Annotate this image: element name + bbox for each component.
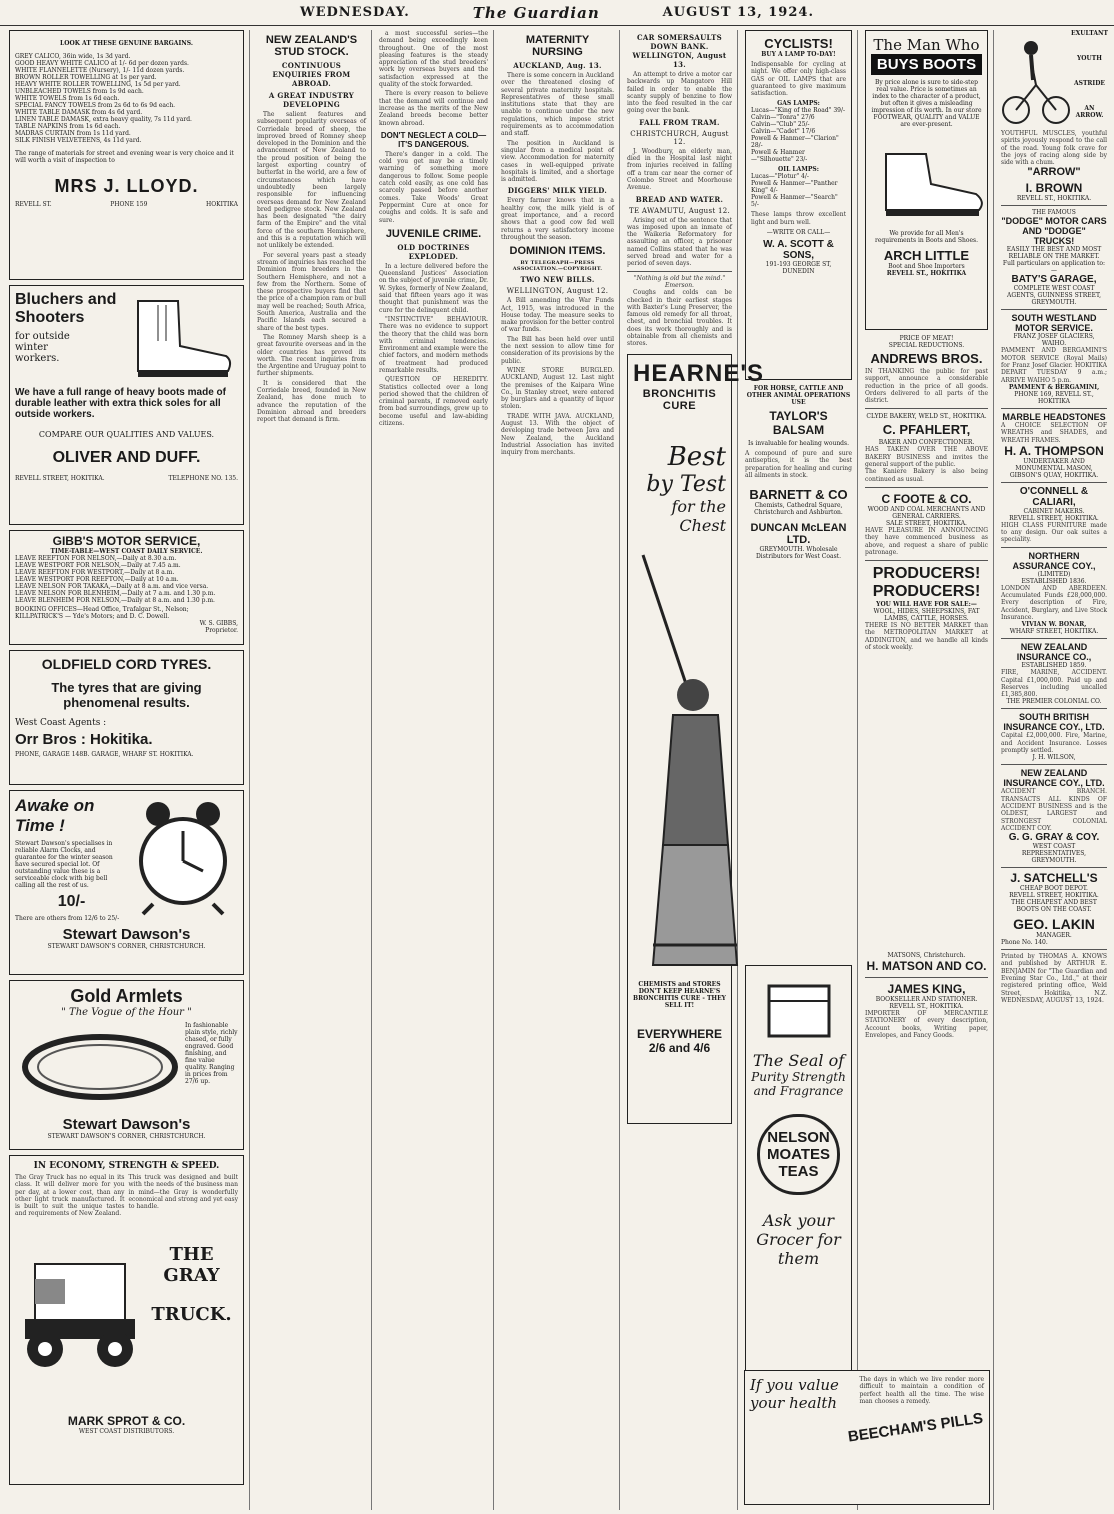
satchell-addr: REVELL STREET, HOKITIKA.: [1009, 892, 1099, 900]
ad-oconnell: [1001, 486, 1107, 544]
boots-title-2: BUYS BOOTS: [871, 54, 982, 75]
article-body: [379, 263, 488, 428]
northern-est: ESTABLISHED 1836.: [1021, 577, 1087, 585]
knight-illustration-icon: [633, 545, 737, 975]
king-body: IMPORTER OF MERCANTILE STATIONERY of every description, Account books, Writing paper, Envelopes, and Fancy Goods.: [865, 1010, 988, 1040]
tea-chest-icon: [759, 981, 839, 1041]
column-8: [996, 30, 1112, 1510]
seal-ask-1: Ask your: [762, 1211, 835, 1230]
oliver-sub: for outside winter workers.: [15, 331, 70, 364]
article-headline: DON'T NEGLECT A COLD—IT'S DANGEROUS.: [380, 130, 487, 149]
boots-name-sub: Boot and Shoe Importers: [888, 263, 965, 270]
awake-title-1: Awake on: [15, 796, 95, 815]
balsam-dist: DUNCAN McLEAN LTD.: [750, 522, 847, 547]
balsam-dist-sub: GREYMOUTH. Wholesale Distributors for West Coast.: [755, 546, 841, 561]
oliver-compare: COMPARE OUR QUALITIES AND VALUES.: [38, 430, 215, 439]
satchell-name: J. SATCHELL'S: [1010, 871, 1098, 886]
ad-arrow-cycles: [1001, 30, 1107, 202]
northern-name: NORTHERN ASSURANCE COY.,: [1012, 550, 1096, 571]
list-item: Powell & Hanmer—"Silhouette" 23/-: [751, 149, 808, 164]
balsam-seller: BARNETT & CO: [749, 487, 848, 503]
seal-title-2: Purity Strength: [751, 1070, 846, 1084]
list-item: SPECIAL FANCY TOWELS from 2s 6d to 6s 9d each.: [15, 102, 176, 109]
article-dateline: AUCKLAND, Aug. 13.: [513, 61, 602, 70]
gray-body-2: This truck was designed and built with the needs of the business man in mind—the Gray is wonderfully economical and strong and yet easy to handle.: [128, 1174, 238, 1211]
oliver-address: REVELL STREET, HOKITIKA.: [15, 475, 105, 482]
list-item: Powell & Hanmer—"Search" 5/-: [751, 194, 838, 209]
shoe-icon: [871, 134, 991, 224]
balsam-for: FOR HORSE, CATTLE AND OTHER ANIMAL OPERATIONS USE: [746, 385, 851, 406]
alarm-clock-icon: [128, 796, 238, 916]
awake-price: 10/-: [57, 893, 86, 910]
ad-satchell: [1001, 871, 1107, 946]
list-item: WHITE TOWELS from 1s 6d each.: [15, 95, 120, 102]
seal-title-1: The Seal of: [752, 1051, 845, 1070]
cyclists-write: —WRITE OR CALL—: [766, 229, 831, 237]
lloyd-name: MRS J. LLOYD.: [54, 176, 199, 196]
list-item: Calvin—"Tonra" 27/6: [751, 114, 815, 122]
sw-name: PAMMENT & BERGAMINI,: [1008, 383, 1100, 391]
oliver-body: We have a full range of heavy boots made of durable leather with extra thick soles for all outside workers.: [15, 387, 226, 420]
cyclists-title: CYCLISTS!: [764, 36, 833, 51]
column-5: [622, 30, 765, 1510]
northern-agent-addr: WHARF STREET, HOKITIKA.: [1009, 628, 1099, 636]
ad-oldfield-tyres: [9, 650, 244, 785]
paragraph: The salient features and subsequent popularity overseas of Corriedale breed of sheep, the improved breed of Romney sheep developed in the Dominion and the advancement of New Zealand to the proud position of being the largest exporting country of butterfat in the world, are a few of circumstances which have undoubtedly been largely responsible for influencing overseas demand for New Zealand bred pedigree stock. New Zealand has been designated "the dairy farm of the Empire" and the vital force of the southern Hemisphere, and this is a reputation which will not unlikely be extended.: [257, 111, 366, 250]
armlets-body: In fashionable plain style, richly chased, or fully engraved. Good finishing, and fine value quality. Ranging in prices from 27/6 up.: [185, 1022, 238, 1085]
oconnell-role: CABINET MAKERS.: [1023, 507, 1085, 515]
list-item: LEAVE BLENHEIM FOR NELSON,—Daily at 8 a.m. and 1.30 p.m.: [15, 597, 215, 604]
cyclists-sub: BUY A LAMP TO-DAY!: [761, 51, 836, 58]
list-item: LEAVE REEFTON FOR WESTPORT,—Daily at 8 a.m.: [15, 569, 175, 576]
list-item: Powell & Hanmer—"Panther King" 4/-: [751, 180, 838, 195]
article-subhead: A GREAT INDUSTRY DEVELOPING: [268, 91, 355, 109]
cyclists-name: W. A. SCOTT & SONS,: [763, 239, 834, 262]
seal-title-3: and Fragrance: [753, 1084, 844, 1098]
nzins-est: ESTABLISHED 1859.: [1021, 662, 1087, 670]
gray-dealer-sub: WEST COAST DISTRIBUTORS.: [78, 1427, 175, 1435]
seal-brand-2: MOATES: [766, 1146, 831, 1163]
ad-nz-insurance-2: [1001, 768, 1107, 864]
article-body: [501, 197, 614, 241]
armlets-addr: STEWART DAWSON'S CORNER, CHRISTCHURCH.: [47, 1133, 206, 1140]
article-headline: DOMINION ITEMS.: [509, 245, 606, 258]
beecham-title-1: If you value: [750, 1376, 839, 1394]
balsam-name: TAYLOR'S BALSAM: [769, 409, 828, 437]
hearnes-best-3: for the Chest: [671, 496, 726, 535]
article-headline: JUVENILE CRIME.: [385, 227, 482, 240]
ad-andrews-bros: [865, 335, 988, 404]
northern-agent: VIVIAN W. BONAR,: [1021, 621, 1087, 629]
oconnell-name: O'CONNELL & CALIARI,: [1019, 485, 1089, 508]
producers-sub-2: MATSONS, Christchurch.: [887, 952, 966, 960]
dodge-name: BATY'S GARAGE,: [1011, 274, 1097, 286]
boots-body: By price alone is sure to side-step real value. Price is sometimes an index to the character of a product, but often it gives a misleading impression of its worth. In our store FOOTWEAR, QUALITY and VALUE are ever-present.: [871, 79, 982, 128]
masthead: [0, 0, 1114, 26]
article-body: [627, 289, 732, 347]
meat-name: ANDREWS BROS.: [870, 351, 983, 366]
pfahlert-note: The Kaniere Bakery is also being continued as usual.: [865, 468, 988, 483]
column-3: [374, 30, 494, 1510]
gibbs-owner: W. S. GIBBS,: [199, 620, 238, 627]
arrow-brand: "ARROW": [1027, 166, 1081, 179]
paragraph: It is considered that the Corriedale breed, founded in New Zealand, has done much to advance the reputation of the Dominion abroad and breeders report that demand is firm.: [257, 379, 366, 424]
satchell-note: THE CHEAPEST AND BEST BOOTS ON THE COAST.: [1011, 899, 1097, 914]
seal-ask-2: Grocer for: [756, 1230, 841, 1249]
meat-title: PRICE OF MEAT!: [899, 335, 954, 342]
nzi2-body: ACCIDENT BRANCH. TRANSACTS ALL KINDS OF ACCIDENT BUSINESS and is the OLDEST, LARGEST and STRONGEST COLONIAL ACCIDENT COY.: [1001, 788, 1107, 832]
awake-body: Stewart Dawson's specialises in reliable Alarm Clocks, and guarantee for the winter season have secured special lot. Of outstanding value these is a serviceable clock with big bell calling all the rest of us.: [15, 840, 113, 889]
boots-title-1: The Man Who: [873, 36, 980, 54]
article-subhead: BY TELEGRAPH—PRESS ASSOCIATION.—COPYRIGHT.: [512, 260, 603, 273]
list-item: GOOD HEAVY WHITE CALICO at 1/- 6d per dozen yards.: [15, 60, 189, 67]
list-item: LEAVE WESTPORT FOR NELSON,—Daily at 7.45 a.m.: [15, 562, 181, 569]
oliver-name: OLIVER AND DUFF.: [52, 449, 201, 466]
paragraph: Every farmer knows that in a healthy cow, the milk yield is of great importance, and a record shows that a good cow fed well returns a very satisfactory income throughout the season.: [501, 197, 614, 241]
paragraph: For several years past a steady stream of inquiries has reached the Dominion from breeders in the Southern Hemisphere, and not a few from the Northern. Some of these prospective buyers find that the price of a champion ram or bull may well be reached; South Africa, South America, Australia and the Pacific Islands each secured a share of the best types.: [257, 251, 366, 332]
beecham-body: The days in which we live render more difficult to maintain a condition of perfect health all the time. The wise man chooses a remedy.: [859, 1376, 984, 1405]
lloyd-phone: PHONE 159: [110, 201, 148, 208]
hearnes-best-2: by Test: [646, 471, 726, 497]
balsam-body: A compound of pure and sure antiseptics, it is the best preparation for healing and curing all ailments in stock.: [745, 450, 852, 479]
lakin-role: MANAGER.: [1036, 932, 1072, 940]
paragraph: There's danger in a cold. The cold you get may be a timely warning of something more dangerous to follow. Some people catch cold easily, as one cold has scarcely passed before another comes. Take Woods' Great Peppermint Cure at once for coughs and colds. It is safe and sure.: [379, 150, 488, 224]
paragraph: QUESTION OF HEREDITY. Statistics collected over a long period showed that the children of criminal parents, if removed early from bad surroundings, grew up to become useful and law-abiding citizens.: [379, 376, 488, 428]
ad-gibbs-motor: [9, 530, 244, 645]
list-item: MADRAS CURTAIN from 1s 11d yard.: [15, 130, 131, 137]
cyclist-icon: [1001, 30, 1071, 130]
ad-nz-insurance: [1001, 642, 1107, 705]
pfahlert-role: BAKER AND CONFECTIONER.: [878, 439, 975, 447]
arrow-t3: ASTRIDE: [1073, 80, 1105, 87]
paragraph: WINE STORE BURGLED. AUCKLAND, August 12. Last night the premises of the Kaipara Wine Co., in Stanley street, were entered by burglars and a quantity of liquor stolen.: [501, 366, 614, 411]
list-item: Calvin—"Cadet" 17/6: [751, 128, 816, 136]
dodge-t3: AND "DODGE" TRUCKS!: [1022, 226, 1086, 247]
ad-marble: [1001, 412, 1107, 479]
armlets-slogan: " The Vogue of the Hour ": [61, 1007, 192, 1018]
article-subhead: DIGGERS' MILK YIELD.: [507, 186, 608, 196]
south-body: Capital £2,000,000. Fire, Marine, and Accident Insurance. Losses promptly settled.: [1001, 732, 1107, 755]
oldfield-phone: PHONE, GARAGE 148B. GARAGE, WHARF ST. HOKITIKA.: [15, 751, 194, 758]
marble-title: MARBLE HEADSTONES: [1002, 411, 1106, 422]
article-subhead: TWO NEW BILLS.: [520, 275, 595, 285]
article-body: [257, 111, 366, 423]
list-item: WHITE FLANNELETTE (Nursery), 1/- 11d dozen yards.: [15, 67, 185, 74]
list-item: SILK FINISH VELVETEENS, 4s 11d yard.: [15, 137, 142, 144]
gray-dealer: MARK SPROT & CO.: [67, 1413, 186, 1428]
meat-body: IN THANKING the public for past support, announce a considerable reduction in the price of all goods. Orders delivered to all parts of the district.: [865, 368, 988, 405]
marble-body: A CHOICE SELECTION OF WREATHS and SHADES, and WREATH FRAMES.: [1001, 421, 1107, 444]
oliver-title-2: Shooters: [15, 309, 85, 326]
truck-icon: [15, 1224, 145, 1414]
seal-brand-3: TEAS: [778, 1163, 819, 1180]
article-subhead: FALL FROM TRAM.: [639, 117, 720, 127]
meat-sub: SPECIAL REDUCTIONS.: [888, 342, 965, 349]
sw-body: PAMMENT AND BERGAMINI'S MOTOR SERVICE (Royal Mails) for Franz Josef Glacier. HOKITIKA DEPART TUESDAY 9 a.m.; ARRIVE WAIHO 5 p.m.: [1001, 347, 1107, 384]
hearnes-best-1: Best: [667, 441, 726, 472]
lloyd-outro: The range of materials for street and evening wear is very choice and it will worth a visit of inspection to: [15, 150, 234, 164]
article-dateline: TE AWAMUTU, August 12.: [628, 206, 731, 215]
producers-sub: YOU WILL HAVE FOR SALE:—: [876, 601, 977, 609]
ad-cyclists: [745, 30, 852, 380]
article-headline: MATERNITY NURSING: [525, 34, 590, 58]
armlets-name: Stewart Dawson's: [62, 1116, 191, 1133]
ad-northern-assurance: [1001, 551, 1107, 635]
cyclists-addr: 191-193 GEORGE ST, DUNEDIN: [765, 261, 832, 276]
list-item: GREY CALICO, 36in wide, 1s 3d yard.: [15, 53, 131, 60]
gray-title-1: THE GRAY: [163, 1243, 220, 1286]
paragraph: In a lecture delivered before the Queensland Justices' Association on the subject of juvenile crime, Dr. W. Sykes, formerly of New Zealand, said that fifteen years ago it was thought that punishment was the cure for the delinquent child.: [379, 262, 488, 314]
seal-brand-1: NELSON: [767, 1129, 830, 1146]
lloyd-town: HOKITIKA: [206, 201, 238, 208]
oconnell-body: HIGH CLASS FURNITURE made to any design. Our oak suites a speciality.: [1001, 521, 1107, 544]
foote-sub: WOOD AND COAL MERCHANTS AND GENERAL CARRIERS.: [867, 505, 986, 520]
article-subhead: BREAD AND WATER.: [635, 194, 724, 204]
arrow-name: I. BROWN: [1025, 181, 1083, 196]
list-item: LEAVE NELSON FOR BLENHEIM,—Daily at 7 a.m. and 1.30 p.m.: [15, 590, 216, 597]
dodge-addr: COMPLETE WEST COAST AGENTS, GUINNESS STREET, GREYMOUTH.: [1006, 285, 1101, 307]
northern-sub: (LIMITED): [1037, 570, 1071, 578]
pfahlert-body: HAS TAKEN OVER THE ABOVE BAKERY BUSINESS and invites the general support of the public.: [865, 446, 988, 469]
list-item: UNBLEACHED TOWELS from 1s 9d each.: [15, 88, 144, 95]
list-item: LINEN TABLE DAMASK, extra heavy quality, 7s 11d yard.: [15, 116, 192, 123]
producers-body: THERE IS NO BETTER MARKET than the METROPOLITAN MARKET at ADDINGTON, and we handle all kinds of stock weekly.: [865, 622, 988, 652]
gibbs-booking: BOOKING OFFICES—Head Office, Trafalgar St., Nelson; KILLPATRICK'S — Yde's Motors; and D. C. Dowell.: [15, 606, 189, 620]
ad-hearnes: [627, 354, 765, 1124]
paragraph: TRADE WITH JAVA. AUCKLAND, August 13. With the object of developing trade between Java and New Zealand, the Auckland Industrial Association has invited inquiry from merchants.: [501, 412, 614, 457]
producers-list: WOOL, HIDES, SHEEPSKINS, FAT LAMBS, CATTLE, HORSES.: [873, 608, 980, 623]
awake-other: There are others from 12/6 to 25/-: [15, 915, 120, 922]
oconnell-addr: REVELL STREET, HOKITIKA.: [1009, 514, 1099, 522]
dodge-t1: THE FAMOUS: [1032, 209, 1076, 217]
oliver-title-1: Bluchers and: [15, 291, 117, 308]
paragraph: There is some concern in Auckland over the threatened closing of several private maternity hospitals. Representatives of these small institutions state that they are unable to continue under the new regulations, which impose strict requirements as to accommodation and staff.: [501, 72, 614, 138]
nzi2-name: NEW ZEALAND INSURANCE COY., LTD.: [1003, 768, 1105, 789]
dodge-apply: Full particulars on application to:—: [1002, 260, 1106, 275]
king-addr: REVELL ST., HOKITIKA.: [889, 1003, 964, 1011]
oliver-phone: TELEPHONE NO. 135.: [168, 475, 238, 482]
arrow-t1: EXULTANT: [1071, 30, 1108, 37]
gray-head: IN ECONOMY, STRENGTH & SPEED.: [33, 1161, 220, 1171]
ad-arch-little: [865, 30, 988, 330]
king-name: JAMES KING,: [887, 982, 966, 997]
article-headline: NEW ZEALAND'S STUD STOCK.: [265, 34, 358, 58]
list-item: BROWN ROLLER TOWELLING at 1s per yard.: [15, 74, 157, 81]
list-item: LEAVE WESTPORT FOR REEFTON,—Daily at 10 a.m.: [15, 576, 179, 583]
arrow-body: YOUTHFUL MUSCLES, youthful spirits joyously respond to the call of the road. Young folk crave for the joys of racing along side by side with a chum.: [1001, 130, 1107, 167]
paragraph: J. Woodbury, an elderly man, died in the Hospital last night from injuries received in falling off a tram car near the corner of Colombo Street and Moorhouse Avenue.: [627, 147, 732, 192]
lloyd-address: REVELL ST.: [15, 201, 52, 208]
marble-role: UNDERTAKER AND MONUMENTAL MASON,: [1015, 457, 1093, 472]
ad-south-british: [1001, 712, 1107, 761]
column-2: [252, 30, 372, 1510]
ad-taylors-balsam: [745, 385, 852, 715]
oldfield-agents: West Coast Agents :: [15, 718, 107, 728]
cyclists-oil-head: OIL LAMPS:: [778, 166, 819, 174]
foote-addr: SALE STREET, HOKITIKA.: [886, 519, 967, 527]
masthead-date: AUGUST 13, 1924.: [662, 5, 814, 20]
ad-producers: [865, 565, 988, 973]
ad-james-king: [865, 982, 988, 1039]
balsam-sub: Is invaluable for healing wounds.: [747, 440, 850, 447]
column-4: [496, 30, 620, 1510]
sw-title: SOUTH WESTLAND MOTOR SERVICE.: [1011, 313, 1097, 334]
arrow-t4: AN ARROW.: [1075, 105, 1104, 119]
column-6: [740, 30, 858, 1510]
column-7: [860, 30, 994, 1510]
ad-awake-on-time: [9, 790, 244, 975]
column-1: [4, 30, 250, 1510]
oldfield-title: OLDFIELD CORD TYRES.: [41, 656, 212, 672]
article-body: [627, 148, 732, 192]
producers-title: PRODUCERS!: [872, 565, 981, 583]
list-item: Powell & Hanmer—"Clarion" 28/-: [751, 135, 839, 150]
foote-body: HAVE PLEASURE IN ANNOUNCING they have commenced business as above, and request a share of public patronage.: [865, 526, 988, 556]
paragraph: A Bill amending the War Funds Act, 1915, was introduced in the House today. The measure seeks to make provision for the better control of war funds.: [501, 297, 614, 334]
sw-sub: FRANZ JOSEF GLACIERS, WAIHO.: [1013, 333, 1095, 348]
paragraph: The Romney Marsh sheep is a great favourite overseas and in the older countries has proved its worth. The recent inquiries from the Argentine and Uruguay point to further shipments.: [257, 333, 366, 378]
ad-gray-truck: [9, 1155, 244, 1485]
oldfield-name: Orr Bros : Hokitika.: [15, 731, 153, 748]
cyclists-body: Indispensable for cycling at night. We offer only high-class GAS or OIL LAMPS that are guaranteed to give maximum satisfaction.: [751, 61, 846, 98]
list-item: WHITE TABLE DAMASK from 4s 6d yard.: [15, 109, 143, 116]
gibbs-title: GIBB'S MOTOR SERVICE,: [52, 534, 201, 548]
dodge-t2: "DODGE" MOTOR CARS: [1001, 216, 1107, 227]
paragraph: The position in Auckland is singular from a medical point of view. Accommodation for maternity cases in well-equipped private hospitals is limited, and a shortage is admitted.: [501, 139, 614, 184]
article-subhead: CONTINUOUS ENQUIRIES FROM ABROAD.: [272, 61, 351, 88]
king-role: BOOKSELLER AND STATIONER.: [875, 996, 978, 1004]
article-body: [627, 217, 732, 268]
ad-lloyd: [9, 30, 244, 280]
sw-addr: PHONE 169, REVELL ST., HOKITIKA: [1014, 390, 1094, 405]
gibbs-sub: TIME-TABLE—WEST COAST DAILY SERVICE.: [50, 548, 203, 555]
marble-addr: GIBSON'S QUAY, HOKITIKA.: [1009, 471, 1099, 479]
lakin-phone: Phone No. 140.: [1001, 939, 1048, 947]
cyclists-gas-head: GAS LAMPS:: [777, 100, 820, 108]
foote-name: C FOOTE & CO.: [881, 491, 972, 506]
northern-body: LONDON AND ABERDEEN. Accumulated Funds £28,000,000. Every description of Fire, Accident, Burglary, and Live Stock Insurance.: [1001, 584, 1107, 621]
list-item: LEAVE REEFTON FOR NELSON,—Daily at 8.30 a.m.: [15, 555, 177, 562]
paragraph: An attempt to drive a motor car backwards up Mangatoro Hill failed in order to enable the scanty supply of benzine to flow into the feed resulted in the car going over the bank.: [627, 71, 732, 115]
article-body: [379, 151, 488, 224]
dodge-sub: EASILY THE BEST AND MOST RELIABLE ON THE MARKET.: [1006, 246, 1102, 261]
oldfield-slogan: The tyres that are giving phenomenal results.: [51, 680, 202, 710]
paragraph: The Bill has been held over until the next session to allow time for consideration of its provisions by the public.: [501, 335, 614, 365]
list-item: LEAVE NELSON FOR TAKAKA,—Daily at 8 a.m. and vice versa.: [15, 583, 209, 590]
hearnes-footer: CHEMISTS and STORES DON'T KEEP HEARNE'S BRONCHITIS CURE - THEY SELL IT!: [633, 980, 726, 1009]
seal-ask-3: them: [777, 1249, 820, 1268]
paragraph: Coughs and colds can be checked in their earliest stages with Baxter's Lung Preserver, the famous old remedy for all throat, chest, and bronchial troubles. It does its work thoroughly and is obtainable from all chemists and stores.: [627, 289, 732, 348]
quote: "Nothing is old but the mind." Emerson.: [633, 274, 726, 289]
beecham-brand: BEECHAM'S PILLS: [846, 1409, 985, 1446]
paragraph: There is every reason to believe that the demand will continue and increase as the merits of the New Zealand breeds become better known abroad.: [379, 90, 488, 127]
list-item: TABLE NAPKINS from 1s 6d each.: [15, 123, 121, 130]
ad-beechams-pills: [744, 1370, 990, 1505]
south-name: SOUTH BRITISH INSURANCE COY., LTD.: [1003, 712, 1105, 733]
printer-imprint: Printed by THOMAS A. KNOWS and published by ARTHUR E. BENJAMIN for "The Guardian and Evening Star Co., Ltd.," at their registered printing office, Weld Street, Hokitika, N.Z. WEDNESDAY, AUGUST 13, 1924.: [1001, 953, 1107, 1004]
masthead-title: The Guardian: [472, 3, 600, 22]
ad-foote: [865, 492, 988, 556]
nzi2-agent-sub: WEST COAST REPRESENTATIVES, GREYMOUTH.: [1021, 843, 1087, 865]
ad-pfahlert: [865, 413, 988, 482]
hearnes-title: HEARNE'S: [633, 359, 765, 387]
boots-name: ARCH LITTLE: [883, 248, 970, 263]
awake-addr: STEWART DAWSON'S CORNER, CHRISTCHURCH.: [47, 943, 206, 950]
cyclists-note: These lamps throw excellent light and burn well.: [751, 211, 846, 226]
list-item: HEAVY WHITE ROLLER TOWELLING, 1s 5d per yard.: [15, 81, 181, 88]
hearnes-price: EVERYWHERE 2/6 and 4/6: [637, 1026, 722, 1055]
article-dateline: WELLINGTON, August 12.: [506, 287, 609, 296]
armlets-title: Gold Armlets: [70, 986, 183, 1006]
arrow-addr: REVELL ST., HOKITIKA.: [1016, 195, 1092, 203]
marble-name: H. A. THOMPSON: [1004, 443, 1104, 458]
awake-name: Stewart Dawson's: [62, 926, 191, 943]
paragraph: a most successful series—the demand being exceedingly keen throughout. One of the most pleasing features is the steady appreciation of the stud breeders' work by overseas buyers and the satisfaction expressed at the quality of the stock forwarded.: [379, 30, 488, 89]
article-body: [627, 71, 732, 115]
balsam-seller-sub: Chemists, Cathedral Square, Christchurch and Ashburton.: [754, 502, 843, 517]
arrow-t2: YOUTH: [1077, 55, 1102, 62]
gray-body-1: The Gray Truck has no equal in its class. It will deliver more for you per day, at a lower cost, than any other light truck manufactured. It is built to suit the unique tastes and requirements of New Zealand.: [15, 1174, 125, 1218]
article-body: [379, 30, 488, 127]
pfahlert-head: CLYDE BAKERY, WELD ST., HOKITIKA.: [866, 413, 987, 421]
ad-dodge: [1001, 209, 1107, 306]
beecham-title-2: your health: [750, 1394, 838, 1412]
article-body: [501, 72, 614, 183]
awake-title-2: Time !: [15, 816, 65, 835]
article-subhead: OLD DOCTRINES EXPLODED.: [397, 242, 470, 261]
paragraph: "INSTINCTIVE" BEHAVIOUR. There was no evidence to support the theory that the child was born with criminal tendencies. Environment and example were the chief factors, and modern methods of treatment had produced remarkable results.: [379, 315, 488, 374]
hearnes-title-2: BRONCHITIS CURE: [642, 387, 717, 412]
armlet-icon: [15, 1022, 185, 1112]
nzins-body: FIRE, MARINE, ACCIDENT. Capital £1,000,000. Paid up and Reserves including uncalled £1,385,800.: [1001, 669, 1107, 699]
ad-oliver-duff: [9, 285, 244, 525]
satchell-role: CHEAP BOOT DEPOT.: [1020, 885, 1088, 893]
boot-icon: [118, 291, 238, 381]
list-item: Lucas—"King of the Road" 39/-: [751, 107, 846, 115]
pfahlert-name: C. PFAHLERT,: [882, 422, 971, 438]
south-agent: J. H. WILSON,: [1032, 754, 1076, 762]
lloyd-items: [15, 53, 238, 144]
masthead-day: WEDNESDAY.: [300, 5, 410, 20]
producers-name: H. MATSON AND CO.: [866, 959, 987, 974]
boots-provide: We provide for all Men's requirements in Boots and Shoes.: [875, 230, 978, 244]
ad-nelson-moates-teas: [745, 965, 852, 1435]
ad-south-westland: [1001, 313, 1107, 404]
article-subhead: CAR SOMERSAULTS DOWN BANK. WELLINGTON, August 13.: [632, 33, 727, 69]
lloyd-intro: LOOK AT THESE GENUINE BARGAINS.: [60, 40, 193, 47]
lakin-name: GEO. LAKIN: [1013, 916, 1095, 933]
boots-addr: REVELL ST., HOKITIKA: [886, 270, 967, 277]
list-item: Lucas—"Plotur" 4/-: [751, 173, 809, 181]
gibbs-role: Proprietor.: [205, 627, 238, 634]
nzins-agent: THE PREMIER COLONIAL CO.: [1006, 698, 1102, 706]
paragraph: Arising out of the sentence that was imposed upon an inmate of the Waikeria Reformatory for assaulting an officer, a prisoner named Collins stated that he was served bread and water for a period of seven days.: [627, 216, 732, 268]
article-dateline: CHRISTCHURCH, August 12.: [630, 129, 729, 146]
ad-gold-armlets: [9, 980, 244, 1150]
article-body: [501, 297, 614, 456]
producers-title-2: PRODUCERS!: [872, 583, 981, 601]
gray-title-2: TRUCK.: [151, 1303, 232, 1325]
list-item: Calvin—"Club" 25/-: [751, 121, 810, 129]
nzins-name: NEW ZEALAND INSURANCE CO.,: [1016, 642, 1092, 663]
nzi2-agent: G. G. GRAY & COY.: [1008, 832, 1100, 844]
